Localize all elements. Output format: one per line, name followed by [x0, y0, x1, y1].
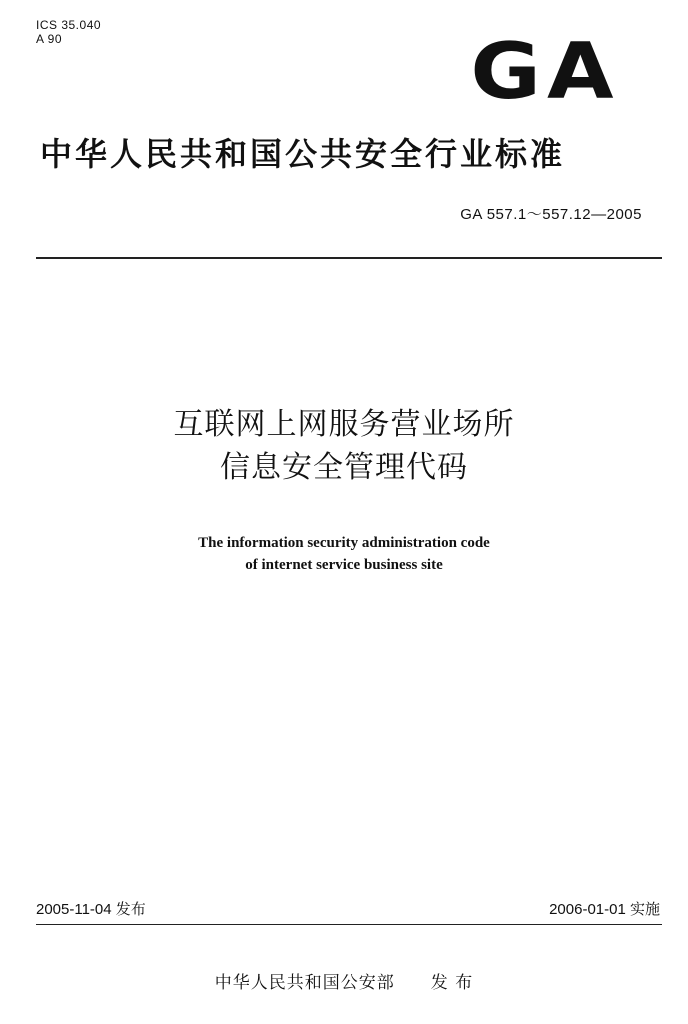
publish-word: 发 布 [430, 973, 474, 993]
chinese-title-line-2: 信息安全管理代码 [220, 450, 468, 485]
publisher-line [0, 968, 688, 993]
chinese-title-line-1: 互联网上网服务营业场所 [173, 407, 515, 442]
ics-code: ICS 35.040 [36, 18, 102, 32]
ga-logo [470, 27, 620, 118]
publisher-name: 中华人民共和国公安部 [214, 973, 395, 993]
english-title-line-1: The information security administration code [198, 535, 490, 551]
classification-codes [36, 18, 101, 46]
standard-category-title: 中华人民共和国公共安全行业标准 [40, 135, 566, 173]
issue-date: 2005-11-04 发布 [36, 901, 146, 918]
english-title-line-2: of internet service business site [245, 557, 443, 573]
standard-number: GA 557.1～557.12—2005 [460, 206, 642, 223]
ga-logo-text: GA [470, 27, 620, 118]
top-divider [36, 257, 662, 259]
implementation-date: 2006-01-01 实施 [549, 901, 660, 918]
class-code: A 90 [36, 32, 63, 46]
bottom-divider [36, 924, 662, 925]
